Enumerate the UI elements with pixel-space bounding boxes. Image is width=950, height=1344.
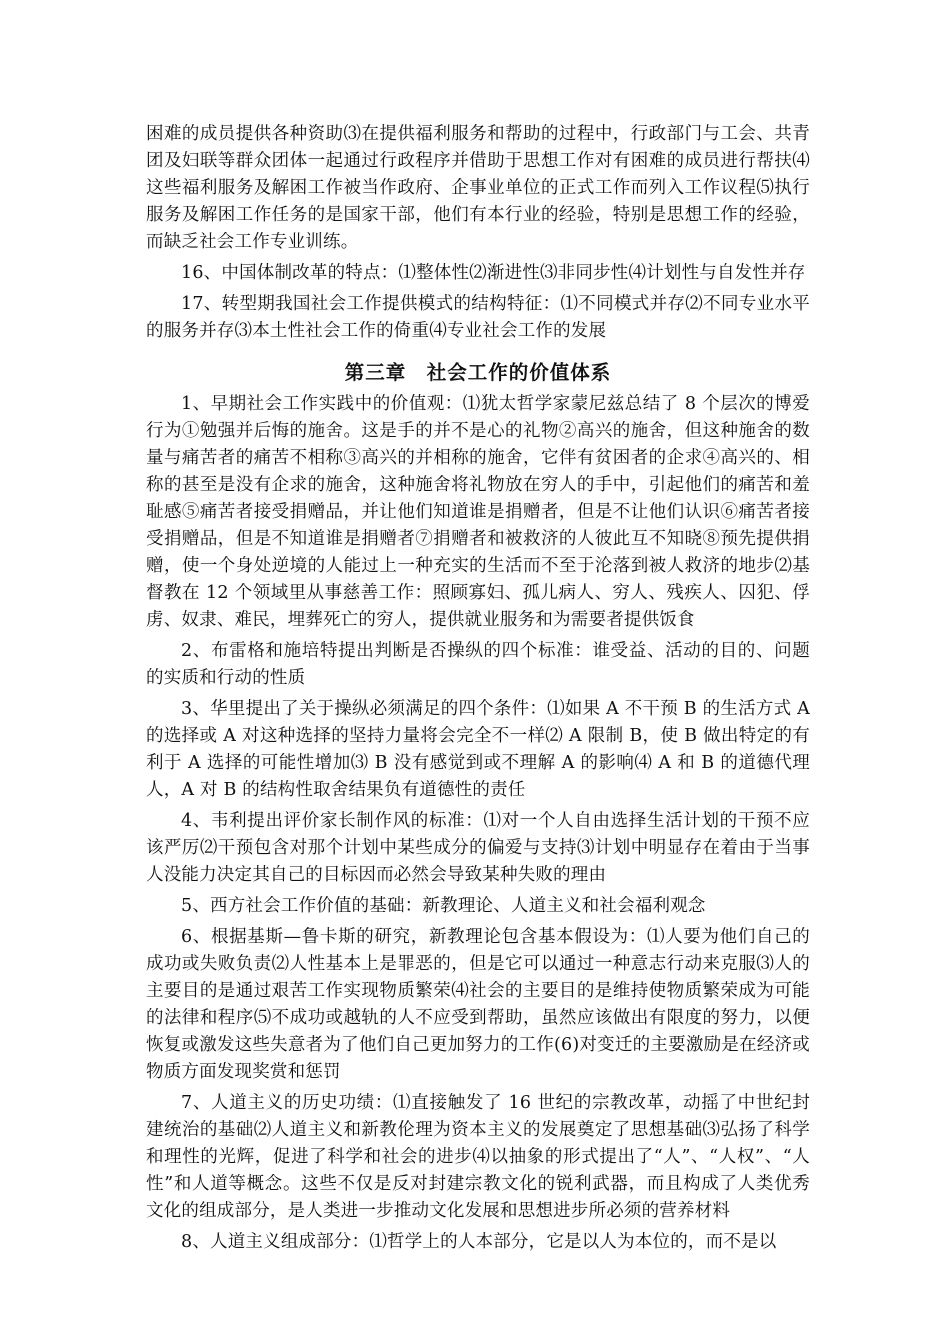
paragraph-chapter-item-3: 3、华里提出了关于操纵必须满足的四个条件：⑴如果 A 不干预 B 的生活方式 A 的选择或 A 对这种选择的坚持力量将会完全不一样⑵ A 限制 B，使 B 做出特定的有利于 A 选择的可能性增加⑶ B 没有感觉到或不理解 A 的影响⑷ A 和 B 的道德代理人，A 对 B 的结构性取舍结果负有道德性的责任: [146, 699, 810, 800]
paragraph-chapter-item-4: 4、韦利提出评价家长制作风的标准：⑴对一个人自由选择生活计划的干预不应该严厉⑵干预包含对那个计划中某些成分的偏爱与支持⑶计划中明显存在着由于当事人没能力决定其自己的目标因而必然会导致某种失败的理由: [146, 811, 810, 885]
paragraph-item-16: 16、中国体制改革的特点：⑴整体性⑵渐进性⑶非同步性⑷计划性与自发性并存: [181, 263, 806, 283]
paragraph-continuation: 困难的成员提供各种资助⑶在提供福利服务和帮助的过程中，行政部门与工会、共青团及妇联等群众团体一起通过行政程序并借助于思想工作对有困难的成员进行帮扶⑷这些福利服务及解困工作被当作政府、企事业单位的正式工作而列入工作议程⑸执行服务及解困工作任务的是国家干部，他们有本行业的经验，特别是思想工作的经验，而缺乏社会工作专业训练。: [146, 124, 810, 252]
paragraph-item-17: 17、转型期我国社会工作提供模式的结构特征：⑴不同模式并存⑵不同专业水平的服务并存⑶本土性社会工作的倚重⑷专业社会工作的发展: [146, 294, 810, 341]
paragraph-chapter-item-7: 7、人道主义的历史功绩：⑴直接触发了 16 世纪的宗教改革，动摇了中世纪封建统治的基础⑵人道主义和新教伦理为资本主义的发展奠定了思想基础⑶弘扬了科学和理性的光辉，促进了科学和社会的进步⑷以抽象的形式提出了“人”、“人权”、“人性”和人道等概念。这些不仅是反对封建宗教文化的锐利武器，而且构成了人类优秀文化的组成部分，是人类进一步推动文化发展和思想进步所必须的营养材料: [146, 1093, 810, 1221]
paragraph-chapter-item-6: 6、根据基斯—鲁卡斯的研究，新教理论包含基本假设为：⑴人要为他们自己的成功或失败负责⑵人性基本上是罪恶的，但是它可以通过一种意志行动来克服⑶人的主要目的是通过艰苦工作实现物质繁荣⑷社会的主要目的是维持使物质繁荣成为可能的法律和程序⑸不成功或越轨的人不应受到帮助，虽然应该做出有限度的努力，以便恢复或激发这些失意者为了他们自己更加努力的工作(6)对变迁的主要激励是在经济或物质方面发现奖赏和惩罚: [146, 927, 810, 1082]
paragraph-chapter-item-2: 2、布雷格和施培特提出判断是否操纵的四个标准：谁受益、活动的目的、问题的实质和行动的性质: [146, 641, 810, 688]
paragraph-chapter-item-8: 8、人道主义组成部分：⑴哲学上的人本部分，它是以人为本位的，而不是以: [181, 1232, 777, 1252]
chapter-heading: 第三章 社会工作的价值体系: [344, 361, 612, 384]
document-page: [146, 121, 810, 1256]
paragraph-chapter-item-1: 1、早期社会工作实践中的价值观：⑴犹太哲学家蒙尼兹总结了 8 个层次的博爱行为①勉强并后悔的施舍。这是手的并不是心的礼物②高兴的施舍，但这种施舍的数量与痛苦者的痛苦不相称③高兴的并相称的施舍，它伴有贫困者的企求④高兴的、相称的甚至是没有企求的施舍，这种施舍将礼物放在穷人的手中，引起他们的痛苦和羞耻感⑤痛苦者接受捐赠品，并让他们知道谁是捐赠者，但是不让他们认识⑥痛苦者接受捐赠品，但是不知道谁是捐赠者⑦捐赠者和被救济的人彼此互不知晓⑧预先提供捐赠，使一个身处逆境的人能过上一种充实的生活而不至于沦落到被人救济的地步⑵基督教在 12 个领域里从事慈善工作：照顾寡妇、孤儿病人、穷人、残疾人、囚犯、俘虏、奴隶、难民，埋葬死亡的穷人，提供就业服务和为需要者提供饭食: [146, 394, 810, 630]
paragraph-chapter-item-5: 5、西方社会工作价值的基础：新教理论、人道主义和社会福利观念: [181, 896, 706, 916]
